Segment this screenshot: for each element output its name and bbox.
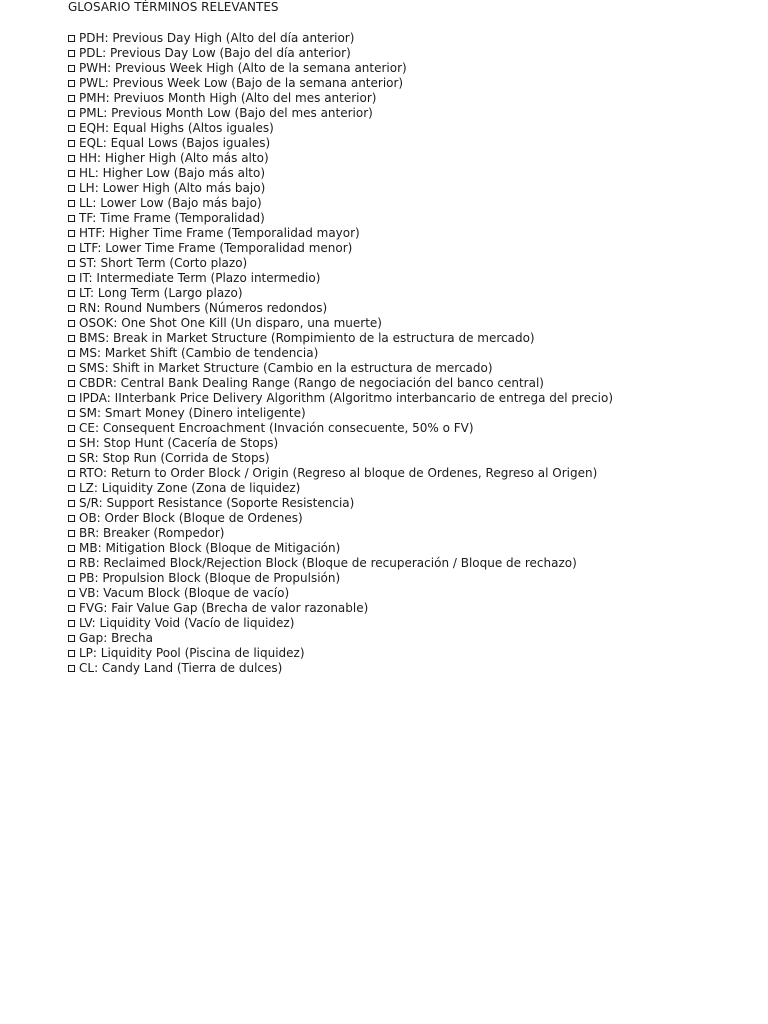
glossary-item [68,586,758,601]
square-bullet-icon [68,275,75,282]
glossary-term: HTF: Higher Time Frame (Temporalidad mayor) [79,226,360,240]
square-bullet-icon [68,605,75,612]
square-bullet-icon [68,455,75,462]
square-bullet-icon [68,260,75,267]
square-bullet-icon [68,290,75,297]
square-bullet-icon [68,305,75,312]
glossary-item [68,571,758,586]
glossary-item [68,556,758,571]
glossary-term: EQH: Equal Highs (Altos iguales) [79,121,274,135]
glossary-item [68,631,758,646]
glossary-item [68,406,758,421]
glossary-item [68,256,758,271]
glossary-term: LL: Lower Low (Bajo más bajo) [79,196,262,210]
square-bullet-icon [68,140,75,147]
glossary-item [68,211,758,226]
glossary-item [68,481,758,496]
glossary-term: BMS: Break in Market Structure (Rompimiento de la estructura de mercado) [79,331,535,345]
square-bullet-icon [68,650,75,657]
glossary-term: HL: Higher Low (Bajo más alto) [79,166,266,180]
square-bullet-icon [68,380,75,387]
square-bullet-icon [68,245,75,252]
glossary-item [68,511,758,526]
square-bullet-icon [68,515,75,522]
glossary-item [68,616,758,631]
square-bullet-icon [68,230,75,237]
square-bullet-icon [68,590,75,597]
glossary-term: SM: Smart Money (Dinero inteligente) [79,406,306,420]
glossary-term: VB: Vacum Block (Bloque de vacío) [79,586,290,600]
glossary-item [68,46,758,61]
glossary-term: BR: Breaker (Rompedor) [79,526,225,540]
glossary-item [68,466,758,481]
glossary-item [68,376,758,391]
square-bullet-icon [68,665,75,672]
square-bullet-icon [68,470,75,477]
glossary-term: OB: Order Block (Bloque de Ordenes) [79,511,303,525]
square-bullet-icon [68,350,75,357]
square-bullet-icon [68,365,75,372]
square-bullet-icon [68,410,75,417]
glossary-term: OSOK: One Shot One Kill (Un disparo, una muerte) [79,316,382,330]
glossary-item [68,196,758,211]
glossary-item [68,226,758,241]
glossary-term: SMS: Shift in Market Structure (Cambio en la estructura de mercado) [79,361,493,375]
square-bullet-icon [68,215,75,222]
glossary-item [68,391,758,406]
document-page [68,0,758,676]
glossary-term: CBDR: Central Bank Dealing Range (Rango de negociación del banco central) [79,376,544,390]
square-bullet-icon [68,185,75,192]
glossary-term: RN: Round Numbers (Números redondos) [79,301,328,315]
glossary-item [68,526,758,541]
glossary-term: PWL: Previous Week Low (Bajo de la semana anterior) [79,76,404,90]
glossary-term: IPDA: IInterbank Price Delivery Algorithm (Algoritmo interbancario de entrega del precio) [79,391,614,405]
glossary-item [68,361,758,376]
square-bullet-icon [68,35,75,42]
square-bullet-icon [68,110,75,117]
glossary-item [68,496,758,511]
glossary-term: SR: Stop Run (Corrida de Stops) [79,451,270,465]
glossary-term: RB: Reclaimed Block/Rejection Block (Bloque de recuperación / Bloque de rechazo) [79,556,577,570]
glossary-item [68,316,758,331]
glossary-item [68,151,758,166]
glossary-item [68,241,758,256]
glossary-term: EQL: Equal Lows (Bajos iguales) [79,136,271,150]
glossary-term: PMH: Previuos Month High (Alto del mes anterior) [79,91,377,105]
square-bullet-icon [68,440,75,447]
square-bullet-icon [68,395,75,402]
glossary-term: MB: Mitigation Block (Bloque de Mitigación) [79,541,341,555]
glossary-item [68,61,758,76]
square-bullet-icon [68,560,75,567]
glossary-term: RTO: Return to Order Block / Origin (Regreso al bloque de Ordenes, Regreso al Origen) [79,466,598,480]
glossary-term: HH: Higher High (Alto más alto) [79,151,269,165]
glossary-term: Gap: Brecha [79,631,153,645]
glossary-list [68,31,758,676]
glossary-item [68,301,758,316]
square-bullet-icon [68,425,75,432]
glossary-term: LZ: Liquidity Zone (Zona de liquidez) [79,481,301,495]
glossary-item [68,286,758,301]
glossary-term: PDL: Previous Day Low (Bajo del día anterior) [79,46,351,60]
glossary-item [68,31,758,46]
glossary-term: S/R: Support Resistance (Soporte Resistencia) [79,496,355,510]
square-bullet-icon [68,545,75,552]
square-bullet-icon [68,200,75,207]
glossary-term: PDH: Previous Day High (Alto del día anterior) [79,31,355,45]
glossary-item [68,181,758,196]
square-bullet-icon [68,485,75,492]
square-bullet-icon [68,65,75,72]
square-bullet-icon [68,80,75,87]
glossary-term: SH: Stop Hunt (Cacería de Stops) [79,436,279,450]
glossary-item [68,421,758,436]
glossary-item [68,166,758,181]
glossary-item [68,106,758,121]
square-bullet-icon [68,50,75,57]
glossary-term: CL: Candy Land (Tierra de dulces) [79,661,283,675]
square-bullet-icon [68,170,75,177]
glossary-term: LH: Lower High (Alto más bajo) [79,181,266,195]
square-bullet-icon [68,320,75,327]
glossary-item [68,346,758,361]
glossary-item [68,136,758,151]
glossary-term: LT: Long Term (Largo plazo) [79,286,243,300]
glossary-item [68,601,758,616]
glossary-item [68,661,758,676]
glossary-item [68,331,758,346]
square-bullet-icon [68,620,75,627]
square-bullet-icon [68,335,75,342]
glossary-term: PML: Previous Month Low (Bajo del mes anterior) [79,106,373,120]
glossary-term: LP: Liquidity Pool (Piscina de liquidez) [79,646,305,660]
glossary-term: TF: Time Frame (Temporalidad) [79,211,265,225]
square-bullet-icon [68,125,75,132]
glossary-item [68,91,758,106]
glossary-term: LTF: Lower Time Frame (Temporalidad menor) [79,241,353,255]
glossary-term: IT: Intermediate Term (Plazo intermedio) [79,271,321,285]
glossary-term: PWH: Previous Week High (Alto de la semana anterior) [79,61,407,75]
glossary-item [68,451,758,466]
square-bullet-icon [68,575,75,582]
glossary-term: PB: Propulsion Block (Bloque de Propulsión) [79,571,341,585]
glossary-term: MS: Market Shift (Cambio de tendencia) [79,346,319,360]
glossary-item [68,541,758,556]
glossary-item [68,436,758,451]
glossary-item [68,76,758,91]
square-bullet-icon [68,635,75,642]
page-title: GLOSARIO TÉRMINOS RELEVANTES [68,0,279,14]
square-bullet-icon [68,155,75,162]
glossary-term: LV: Liquidity Void (Vacío de liquidez) [79,616,295,630]
glossary-item [68,646,758,661]
square-bullet-icon [68,500,75,507]
square-bullet-icon [68,95,75,102]
glossary-item [68,121,758,136]
glossary-term: FVG: Fair Value Gap (Brecha de valor razonable) [79,601,369,615]
glossary-term: ST: Short Term (Corto plazo) [79,256,248,270]
glossary-term: CE: Consequent Encroachment (Invación consecuente, 50% o FV) [79,421,474,435]
glossary-item [68,271,758,286]
square-bullet-icon [68,530,75,537]
